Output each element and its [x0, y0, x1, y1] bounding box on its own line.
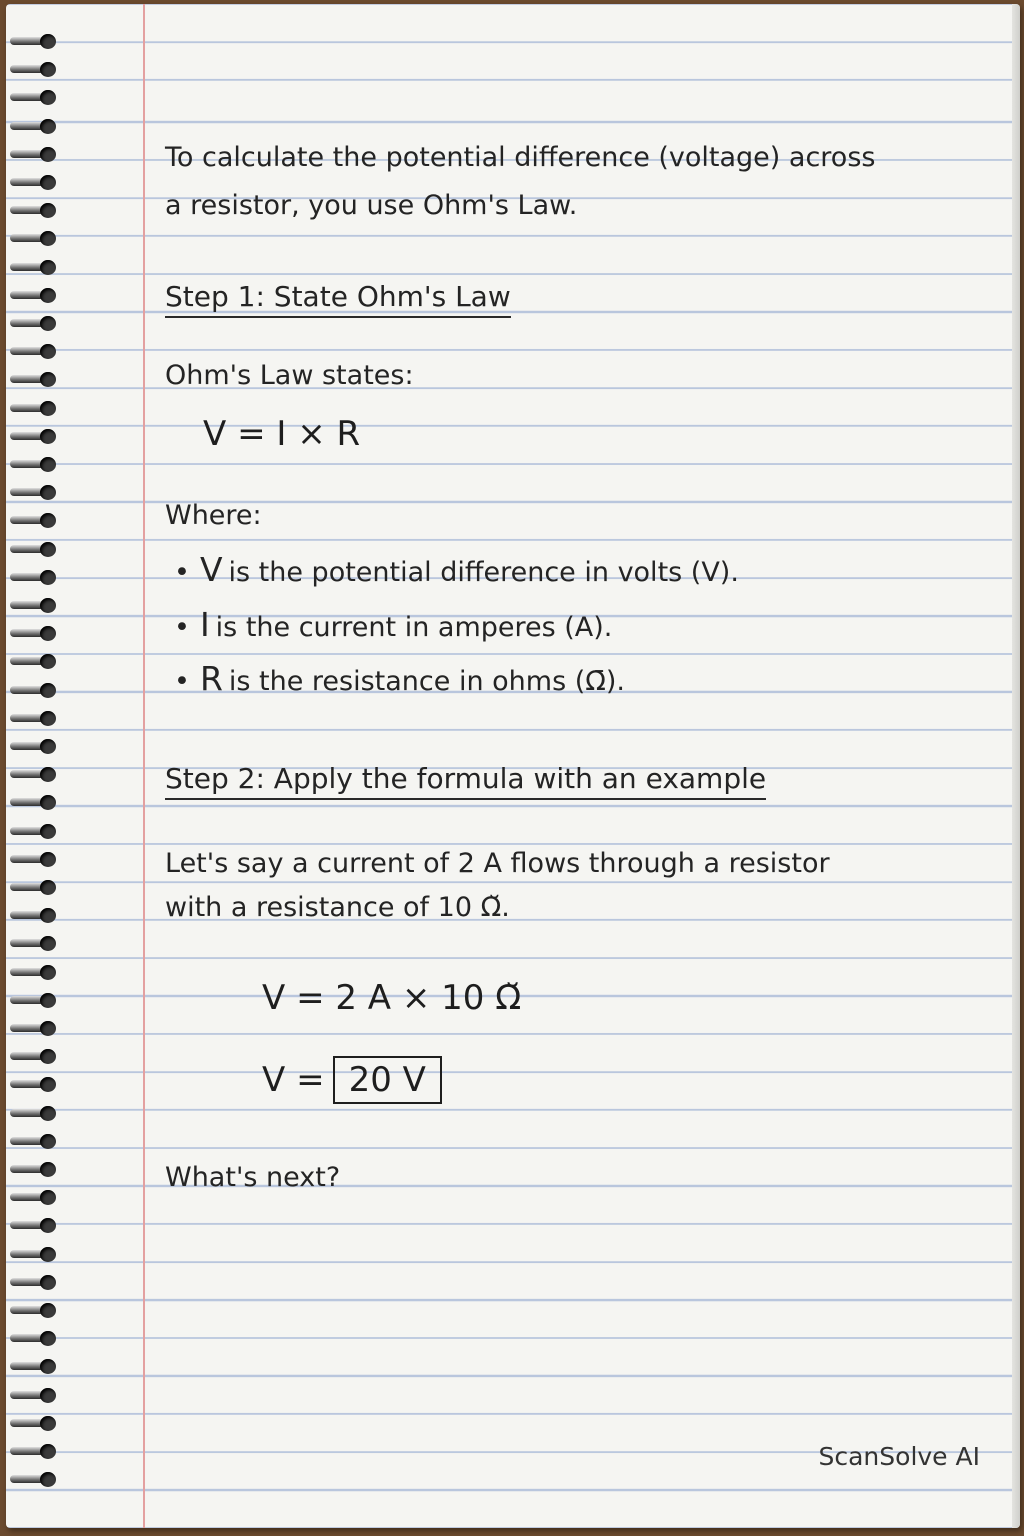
spiral-ring: [10, 231, 62, 247]
spiral-ring: [10, 90, 62, 106]
spiral-ring: [10, 908, 62, 924]
spiral-ring: [10, 260, 62, 276]
spiral-ring: [10, 795, 62, 811]
spiral-ring: [10, 513, 62, 529]
spiral-ring: [10, 739, 62, 755]
spiral-ring: [10, 372, 62, 388]
spiral-ring: [10, 62, 62, 78]
spiral-ring: [10, 1049, 62, 1065]
spiral-ring: [10, 711, 62, 727]
intro-line-1: To calculate the potential difference (voltage) across: [165, 142, 876, 173]
spiral-ring: [10, 175, 62, 191]
bullet-symbol: I: [199, 605, 210, 644]
spiral-ring: [10, 965, 62, 981]
spiral-ring: [10, 34, 62, 50]
bullet-dot-icon: •: [174, 612, 190, 643]
spiral-binding: [6, 34, 66, 1494]
watermark: ScanSolve AI: [818, 1442, 980, 1471]
spiral-ring: [10, 1218, 62, 1234]
spiral-ring: [10, 1416, 62, 1432]
step-2-heading: Step 2: Apply the formula with an example: [165, 762, 766, 800]
result-line: [262, 1056, 442, 1104]
spiral-ring: [10, 344, 62, 360]
spiral-ring: [10, 401, 62, 417]
spiral-ring: [10, 542, 62, 558]
spiral-ring: [10, 1444, 62, 1460]
step-1-heading: Step 1: State Ohm's Law: [165, 280, 511, 318]
spiral-ring: [10, 936, 62, 952]
spiral-ring: [10, 147, 62, 163]
calculation: V = 2 A × 10 Ω̆: [262, 978, 522, 1018]
spiral-ring: [10, 203, 62, 219]
spiral-ring: [10, 598, 62, 614]
spiral-ring: [10, 1190, 62, 1206]
where-label: Where:: [165, 500, 262, 531]
spiral-ring: [10, 1077, 62, 1093]
page-edge: [1012, 4, 1020, 1528]
spiral-ring: [10, 626, 62, 642]
margin-line: [143, 4, 145, 1528]
spiral-ring: [10, 767, 62, 783]
bullet-resistance: [174, 659, 625, 698]
spiral-ring: [10, 1162, 62, 1178]
spiral-ring: [10, 1106, 62, 1122]
spiral-ring: [10, 457, 62, 473]
bullet-text: is the potential difference in volts (V).: [228, 557, 739, 588]
spiral-ring: [10, 288, 62, 304]
spiral-ring: [10, 1331, 62, 1347]
spiral-ring: [10, 1247, 62, 1263]
bullet-text: is the current in amperes (A).: [215, 612, 613, 643]
spiral-ring: [10, 1275, 62, 1291]
spiral-ring: [10, 485, 62, 501]
notebook-page: [6, 4, 1020, 1528]
spiral-ring: [10, 852, 62, 868]
spiral-ring: [10, 683, 62, 699]
intro-line-2: a resistor, you use Ohm's Law.: [165, 190, 578, 221]
spiral-ring: [10, 1021, 62, 1037]
spiral-ring: [10, 654, 62, 670]
spiral-ring: [10, 1472, 62, 1488]
spiral-ring: [10, 1388, 62, 1404]
example-line-2: with a resistance of 10 Ω̆.: [165, 892, 510, 923]
spiral-ring: [10, 1303, 62, 1319]
spiral-ring: [10, 119, 62, 135]
bullet-symbol: V: [199, 550, 223, 589]
bullet-dot-icon: •: [174, 666, 190, 697]
spiral-ring: [10, 1359, 62, 1375]
example-line-1: Let's say a current of 2 A flows through a resistor: [165, 848, 830, 879]
spiral-ring: [10, 429, 62, 445]
result-prefix: V =: [262, 1060, 325, 1100]
bullet-current: [174, 605, 612, 644]
bullet-dot-icon: •: [174, 557, 190, 588]
spiral-ring: [10, 316, 62, 332]
spiral-ring: [10, 570, 62, 586]
spiral-ring: [10, 824, 62, 840]
ohms-law-states: Ohm's Law states:: [165, 360, 414, 391]
whats-next: What's next?: [165, 1162, 341, 1193]
bullet-voltage: [174, 550, 739, 589]
spiral-ring: [10, 993, 62, 1009]
ohms-law-formula: V = I × R: [203, 414, 361, 454]
result-box: 20 V: [333, 1056, 442, 1104]
bullet-symbol: R: [199, 659, 223, 698]
spiral-ring: [10, 880, 62, 896]
bullet-text: is the resistance in ohms (Ω̄).: [228, 666, 626, 697]
spiral-ring: [10, 1134, 62, 1150]
